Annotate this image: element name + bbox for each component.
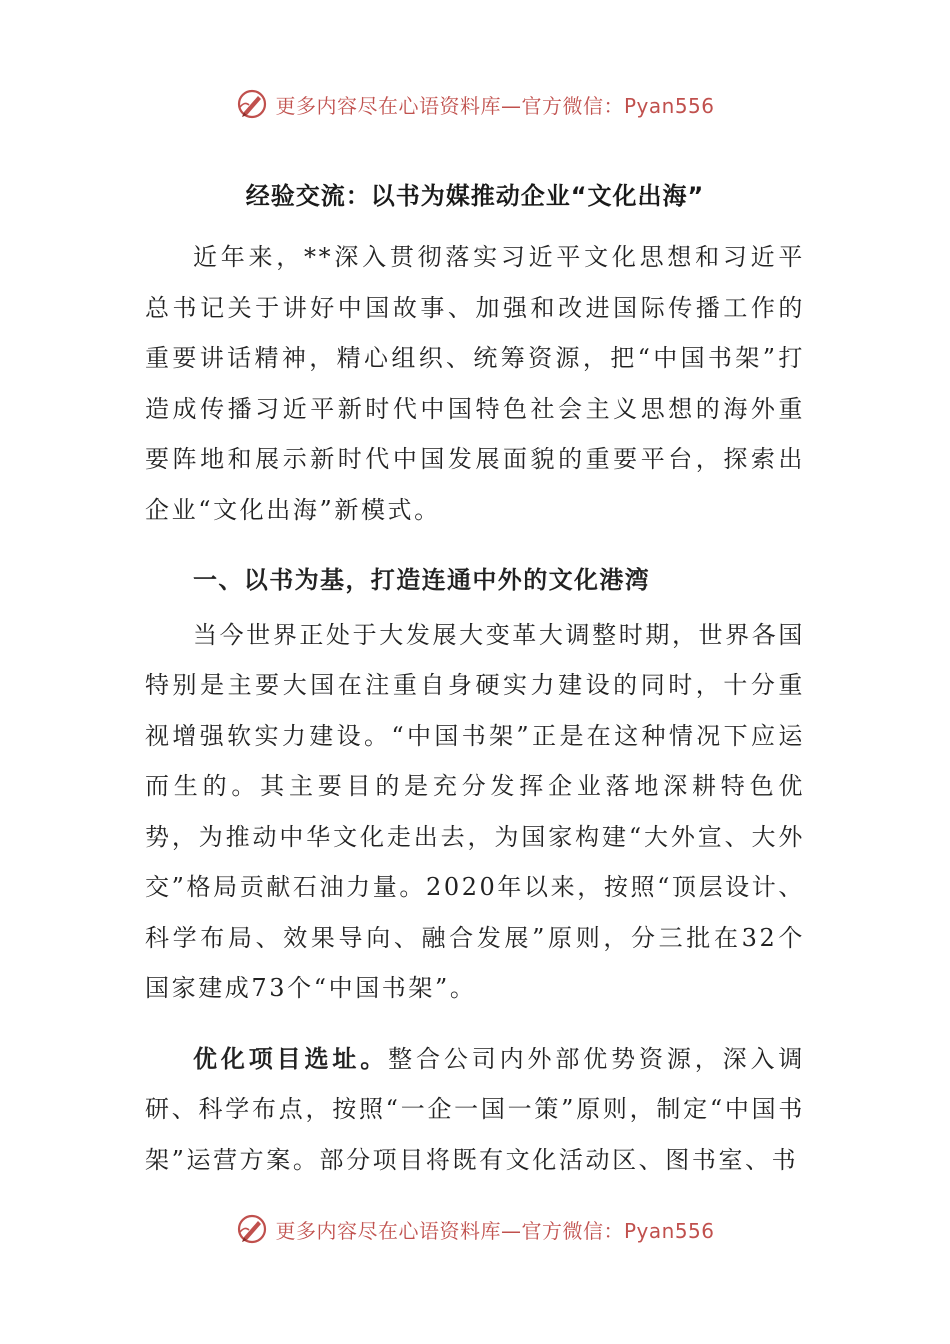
section-1-item-1 <box>145 1034 805 1186</box>
document-body <box>145 232 805 1185</box>
watermark-contact-id: Pyan556 <box>623 93 715 118</box>
document-title: 经验交流：以书为媒推动企业“文化出海” <box>245 182 705 210</box>
item-1-text: 整合公司内外部优势资源，深入调研、科学布点，按照“一企一国一策”原则，制定“中国书架”运营方案。部分项目将既有文化活动区、图书室、书 <box>145 1044 806 1174</box>
section-1-heading: 一、以书为基，打造连通中外的文化港湾 <box>193 566 651 594</box>
watermark-contact-label: 官方微信： <box>521 1218 624 1243</box>
section-1-paragraph: 当今世界正处于大发展大变革大调整时期，世界各国特别是主要大国在注重自身硬实力建设的同时，十分重视增强软实力建设。“中国书架”正是在这种情况下应运而生的。其主要目的是充分发挥企业落地深耕特色优势，为推动中华文化走出去，为国家构建“大外宣、大外交”格局贡献石油力量。2020年以来，按照“顶层设计、科学布局、效果导向、融合发展”原则，分三批在32个国家建成73个“中国书架”。 <box>145 620 805 1002</box>
watermark-text <box>275 90 714 119</box>
watermark-brand: 更多内容尽在心语资料库 <box>275 1218 501 1243</box>
watermark-header <box>0 84 950 124</box>
watermark-separator: — <box>500 1218 522 1243</box>
watermark-contact-id: Pyan556 <box>623 1218 715 1243</box>
pen-logo-icon <box>235 1212 269 1246</box>
pen-logo-icon <box>235 87 269 121</box>
watermark-contact-label: 官方微信： <box>521 93 624 118</box>
watermark-text <box>275 1215 714 1244</box>
watermark-footer <box>0 1209 950 1249</box>
watermark-brand: 更多内容尽在心语资料库 <box>275 93 501 118</box>
intro-paragraph: 近年来，**深入贯彻落实习近平文化思想和习近平总书记关于讲好中国故事、加强和改进国际传播工作的重要讲话精神，精心组织、统筹资源，把“中国书架”打造成传播习近平新时代中国特色社会主义思想的海外重要阵地和展示新时代中国发展面貌的重要平台，探索出企业“文化出海”新模式。 <box>145 243 805 524</box>
item-1-lead: 优化项目选址。 <box>193 1044 389 1073</box>
watermark-separator: — <box>500 93 522 118</box>
